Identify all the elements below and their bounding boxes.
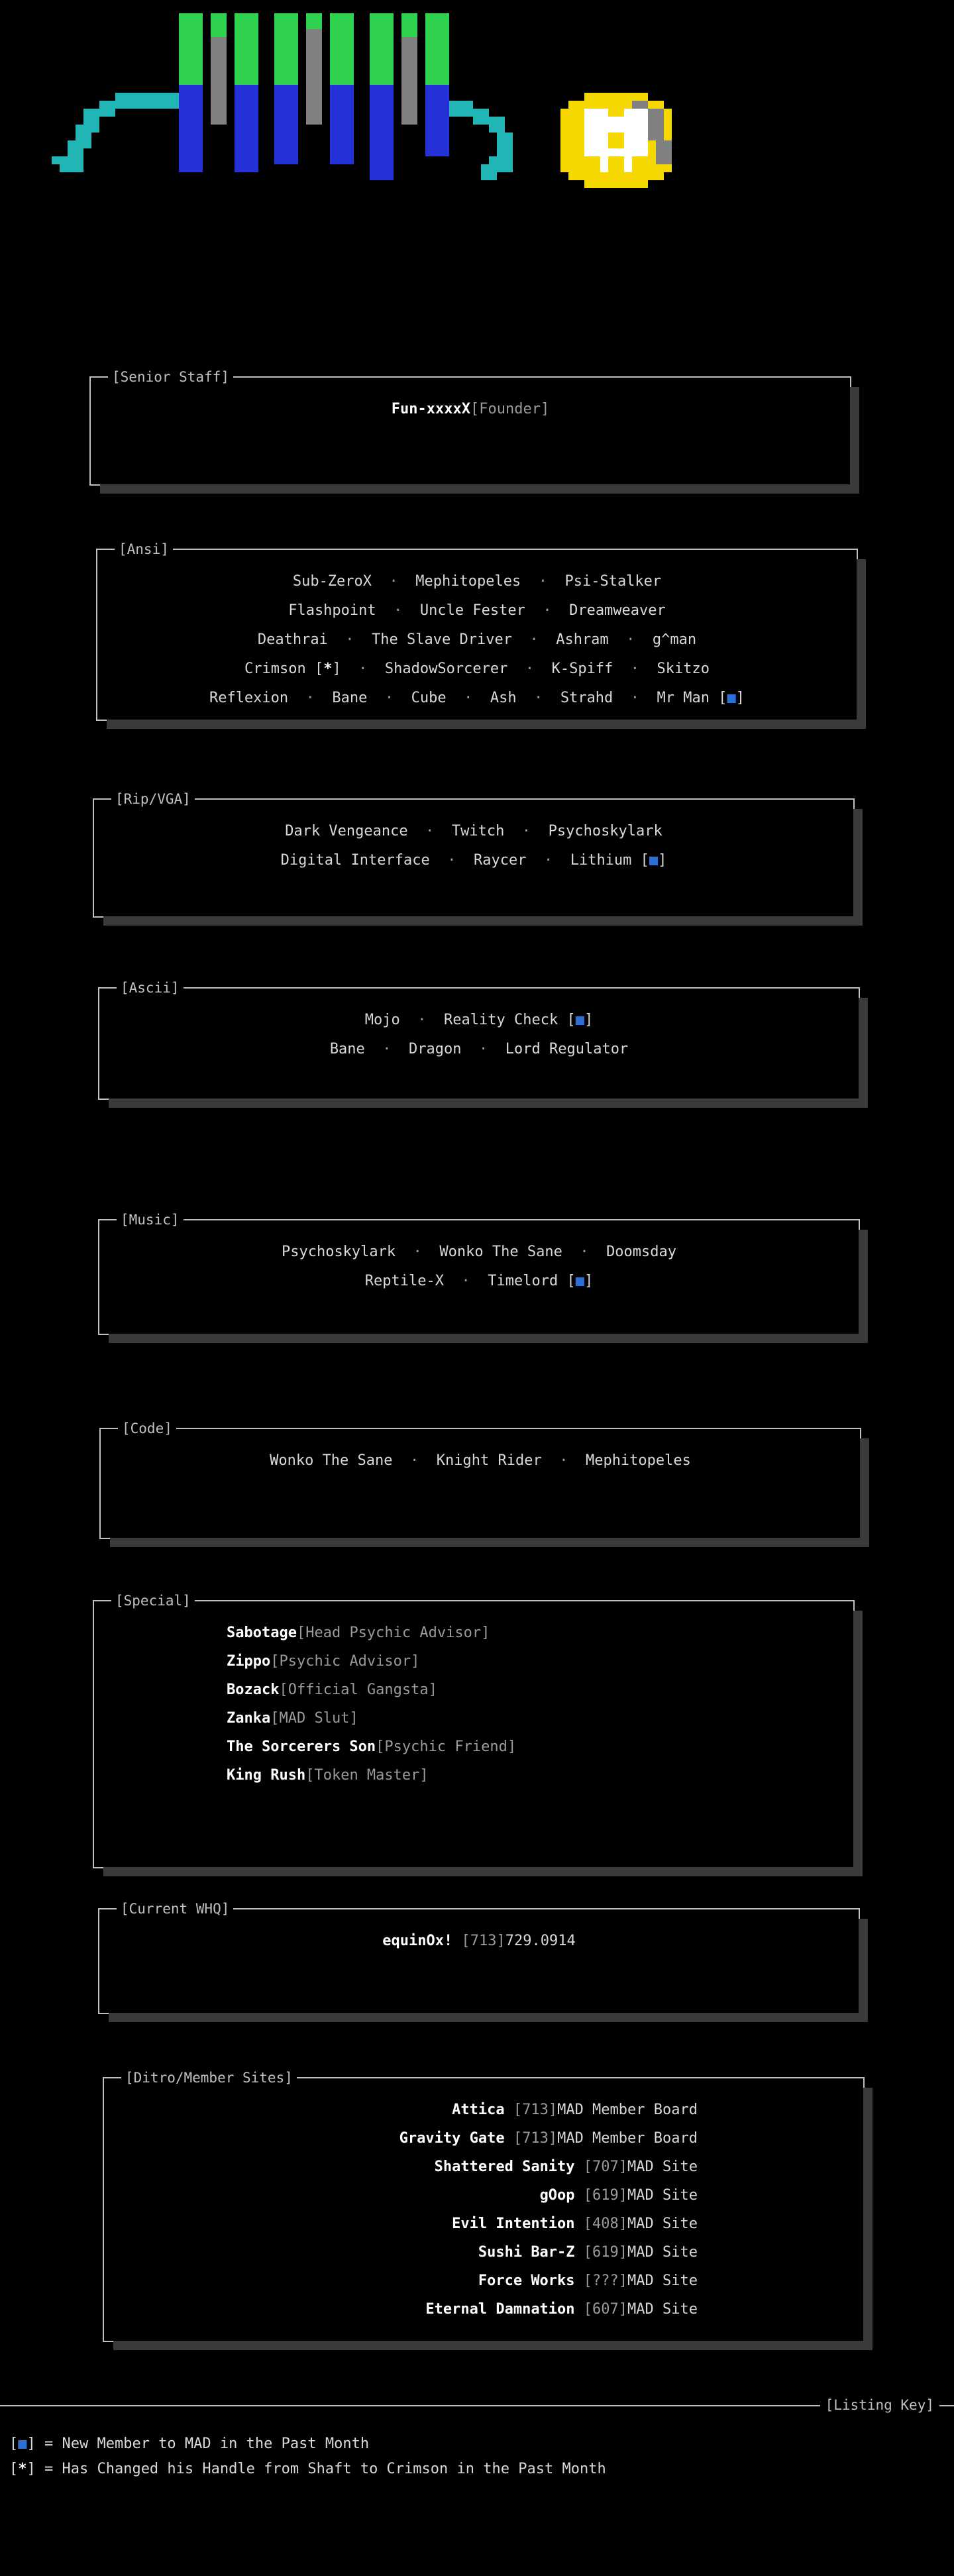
new-member-marker: [■] bbox=[566, 1012, 594, 1028]
entry-role: [408] bbox=[583, 2216, 628, 2232]
entry-line bbox=[227, 1676, 840, 1704]
entry-name: Reptile-X bbox=[364, 1273, 444, 1289]
entry-name: Reality Check bbox=[444, 1012, 558, 1028]
entry-name: Timelord bbox=[488, 1273, 558, 1289]
entry-name: Strahd bbox=[560, 690, 613, 706]
logo-block bbox=[68, 164, 83, 172]
logo-block bbox=[656, 140, 672, 164]
section-box-special bbox=[93, 1593, 855, 1868]
logo-block bbox=[584, 109, 608, 148]
separator-dot: · bbox=[367, 690, 411, 706]
logo-block bbox=[179, 148, 203, 172]
entry-line bbox=[117, 2181, 698, 2210]
entry-line bbox=[117, 2267, 698, 2295]
entry-name: MAD Site bbox=[627, 2244, 698, 2261]
entry-name: MAD Member Board bbox=[557, 2102, 698, 2118]
logo-block bbox=[235, 148, 258, 172]
logo-block bbox=[370, 85, 394, 148]
listing-key-row bbox=[9, 2459, 606, 2479]
logo-block bbox=[274, 13, 298, 85]
section-title-music: [Music] bbox=[117, 1212, 184, 1228]
box-shadow-right bbox=[860, 1438, 869, 1547]
entry-line bbox=[117, 2096, 698, 2124]
separator-dot: · bbox=[511, 631, 556, 648]
separator-dot: · bbox=[516, 690, 560, 706]
section-title-senior-staff: [Senior Staff] bbox=[108, 369, 233, 385]
entry-name: Psychoskylark bbox=[281, 1244, 396, 1260]
entry-name bbox=[575, 2187, 584, 2204]
entry-name bbox=[452, 1933, 461, 1949]
entry-role: [713] bbox=[461, 1933, 505, 1949]
entry-name: Flashpoint bbox=[288, 602, 376, 619]
separator-dot: · bbox=[288, 690, 333, 706]
section-title-current-whq: [Current WHQ] bbox=[117, 1901, 233, 1917]
logo-block bbox=[425, 85, 449, 148]
section-body-special bbox=[94, 1601, 853, 1801]
entry-name: Attica bbox=[452, 2102, 505, 2118]
entry-line bbox=[113, 1035, 845, 1064]
logo-block bbox=[235, 85, 258, 148]
entry-name: Dark Vengeance bbox=[285, 823, 408, 839]
box-shadow-bottom bbox=[113, 2341, 873, 2350]
entry-name: Lithium bbox=[570, 852, 632, 869]
separator-dot: · bbox=[364, 1041, 409, 1057]
separator-dot: · bbox=[376, 602, 420, 619]
entry-name: Ashram bbox=[556, 631, 609, 648]
logo-block bbox=[179, 13, 203, 85]
box-shadow-right bbox=[853, 809, 863, 926]
section-title-ansi: [Ansi] bbox=[115, 541, 173, 557]
separator-dot: · bbox=[327, 631, 372, 648]
section-title-member-sites: [Ditro/Member Sites] bbox=[121, 2070, 297, 2086]
entry-name: Digital Interface bbox=[280, 852, 430, 869]
entry-name: Zippo bbox=[227, 1653, 271, 1670]
logo-block bbox=[306, 29, 322, 85]
entry-name: Deathrai bbox=[257, 631, 328, 648]
logo-block bbox=[449, 101, 473, 117]
entry-role: [713] bbox=[513, 2102, 558, 2118]
box-shadow-bottom bbox=[103, 916, 863, 926]
section-body-rip-vga bbox=[94, 800, 853, 887]
section-box-ascii bbox=[98, 980, 860, 1100]
entry-name: Uncle Fester bbox=[419, 602, 525, 619]
entry-line bbox=[107, 846, 840, 875]
separator-dot: · bbox=[541, 1452, 586, 1469]
logo-block bbox=[624, 148, 632, 172]
logo-block bbox=[401, 85, 417, 125]
logo-block bbox=[584, 180, 648, 188]
logo-block bbox=[211, 13, 227, 37]
mad-logo-art bbox=[0, 0, 954, 371]
entry-line bbox=[111, 625, 843, 655]
entry-name: MAD Site bbox=[627, 2159, 698, 2175]
listing-key-text: = New Member to MAD in the Past Month bbox=[35, 2436, 370, 2452]
logo-block bbox=[425, 148, 449, 156]
entry-name: Reflexion bbox=[209, 690, 289, 706]
separator-dot: · bbox=[525, 602, 570, 619]
logo-block bbox=[370, 13, 394, 85]
entry-name: g^man bbox=[652, 631, 697, 648]
separator-dot: · bbox=[613, 661, 657, 677]
entry-name: Twitch bbox=[451, 823, 505, 839]
separator-dot: · bbox=[613, 690, 657, 706]
entry-role: [???] bbox=[583, 2273, 628, 2289]
separator-dot: · bbox=[372, 573, 416, 590]
entry-name: Ash bbox=[490, 690, 517, 706]
entry-role: [Official Gangsta] bbox=[279, 1682, 437, 1698]
entry-line bbox=[117, 2210, 698, 2238]
logo-block bbox=[274, 148, 298, 164]
entry-role: [Psychic Advisor] bbox=[270, 1653, 420, 1670]
entry-name: Evil Intention bbox=[452, 2216, 575, 2232]
entry-line bbox=[117, 2124, 698, 2153]
entry-name: MAD Site bbox=[627, 2216, 698, 2232]
entry-name: Lord Regulator bbox=[505, 1041, 629, 1057]
entry-name: equinOx! bbox=[382, 1933, 453, 1949]
box-shadow-bottom bbox=[100, 484, 859, 494]
section-box-rip-vga bbox=[93, 791, 855, 918]
entry-line bbox=[104, 395, 837, 424]
entry-name: Dragon bbox=[409, 1041, 462, 1057]
section-title-ascii: [Ascii] bbox=[117, 980, 184, 996]
new-member-marker: [■] bbox=[718, 690, 745, 706]
entry-name: Psi-Stalker bbox=[564, 573, 662, 590]
entry-role: [MAD Slut] bbox=[270, 1710, 358, 1727]
entry-name bbox=[575, 2159, 584, 2175]
logo-block bbox=[99, 101, 115, 117]
entry-line bbox=[111, 567, 843, 596]
section-body-ascii bbox=[99, 989, 859, 1076]
entry-name: Skitzo bbox=[657, 661, 710, 677]
entry-line bbox=[227, 1704, 840, 1733]
logo-block bbox=[330, 13, 354, 85]
handle-change-marker: [*] bbox=[9, 2461, 36, 2477]
entry-role: [619] bbox=[583, 2187, 628, 2204]
listing-key-text: = Has Changed his Handle from Shaft to Crimson in the Past Month bbox=[35, 2461, 606, 2477]
entry-line bbox=[114, 1446, 847, 1476]
separator-dot: · bbox=[562, 1244, 607, 1260]
section-body-ansi bbox=[97, 550, 857, 725]
entry-role: [619] bbox=[583, 2244, 628, 2261]
box-shadow-bottom bbox=[109, 1334, 868, 1343]
logo-block bbox=[330, 148, 354, 164]
entry-name: ShadowSorcerer bbox=[384, 661, 508, 677]
logo-block bbox=[235, 13, 258, 85]
listing-key-row bbox=[9, 2434, 369, 2454]
entry-role: [Head Psychic Advisor] bbox=[296, 1625, 490, 1641]
box-shadow-bottom bbox=[103, 1867, 863, 1876]
separator-dot: · bbox=[521, 573, 565, 590]
entry-name: Zanka bbox=[227, 1710, 271, 1727]
logo-block bbox=[330, 85, 354, 148]
entry-name: Psychoskylark bbox=[548, 823, 662, 839]
separator-dot: · bbox=[507, 661, 552, 677]
entry-name: Wonko The Sane bbox=[270, 1452, 393, 1469]
entry-name: Fun-xxxxX bbox=[391, 401, 470, 417]
entry-line bbox=[227, 1619, 840, 1647]
entry-line bbox=[111, 655, 843, 684]
section-box-music bbox=[98, 1212, 860, 1335]
entry-role: [707] bbox=[583, 2159, 628, 2175]
section-body-member-sites bbox=[104, 2078, 863, 2335]
entry-name: Mephitopeles bbox=[585, 1452, 691, 1469]
entry-name: Raycer bbox=[473, 852, 527, 869]
entry-name: Gravity Gate bbox=[399, 2130, 505, 2147]
logo-block bbox=[568, 101, 664, 109]
entry-name: MAD Site bbox=[627, 2273, 698, 2289]
entry-role: [Psychic Friend] bbox=[376, 1739, 517, 1755]
entry-name: Mephitopeles bbox=[415, 573, 521, 590]
box-shadow-right bbox=[850, 387, 859, 494]
logo-block bbox=[115, 93, 139, 109]
separator-dot: · bbox=[392, 1452, 437, 1469]
entry-name: Wonko The Sane bbox=[439, 1244, 562, 1260]
logo-block bbox=[139, 93, 163, 109]
box-shadow-right bbox=[859, 1919, 868, 2022]
entry-name: Mojo bbox=[364, 1012, 400, 1028]
entry-name: K-Spiff bbox=[551, 661, 613, 677]
entry-line bbox=[113, 1006, 845, 1035]
section-body-senior-staff bbox=[91, 378, 850, 436]
entry-name: The Slave Driver bbox=[372, 631, 512, 648]
logo-block bbox=[211, 85, 227, 125]
entry-line bbox=[117, 2238, 698, 2267]
listing-key-divider bbox=[0, 2405, 954, 2406]
entry-name: Sabotage bbox=[227, 1625, 297, 1641]
entry-name: Doomsday bbox=[606, 1244, 677, 1260]
separator-dot: · bbox=[461, 1041, 505, 1057]
entry-line bbox=[117, 2295, 698, 2324]
entry-name bbox=[575, 2273, 584, 2289]
logo-block bbox=[624, 109, 648, 148]
logo-block bbox=[274, 85, 298, 148]
entry-line bbox=[111, 684, 843, 713]
box-shadow-right bbox=[857, 559, 866, 729]
logo-block bbox=[425, 13, 449, 85]
entry-line bbox=[113, 1238, 845, 1267]
separator-dot: · bbox=[396, 1244, 440, 1260]
entry-name: Bozack bbox=[227, 1682, 280, 1698]
entry-role: [713] bbox=[513, 2130, 558, 2147]
logo-block bbox=[401, 37, 417, 85]
logo-block bbox=[306, 13, 322, 29]
logo-block bbox=[568, 172, 664, 180]
separator-dot: · bbox=[446, 690, 490, 706]
logo-block bbox=[473, 109, 489, 125]
entry-name bbox=[505, 2102, 513, 2118]
entry-line bbox=[227, 1761, 840, 1790]
logo-block bbox=[497, 133, 513, 148]
box-shadow-right bbox=[863, 2088, 873, 2350]
entry-name bbox=[575, 2216, 584, 2232]
logo-block bbox=[52, 156, 68, 164]
logo-block bbox=[648, 109, 664, 140]
separator-dot: · bbox=[429, 852, 474, 869]
logo-block bbox=[306, 85, 322, 125]
entry-name: Bane bbox=[332, 690, 368, 706]
handle-change-marker: [*] bbox=[314, 661, 341, 677]
entry-line bbox=[227, 1647, 840, 1676]
entry-name: Bane bbox=[329, 1041, 365, 1057]
entry-name: Knight Rider bbox=[436, 1452, 542, 1469]
entry-name: Eternal Damnation bbox=[425, 2301, 575, 2318]
new-member-marker: [■] bbox=[640, 852, 667, 869]
entry-name: Sushi Bar-Z bbox=[478, 2244, 575, 2261]
logo-block bbox=[370, 148, 394, 180]
entry-name: 729.0914 bbox=[505, 1933, 576, 1949]
entry-name: MAD Site bbox=[627, 2301, 698, 2318]
logo-block bbox=[584, 93, 648, 101]
entry-name: Crimson bbox=[244, 661, 306, 677]
logo-block bbox=[560, 156, 672, 172]
section-box-senior-staff bbox=[89, 369, 851, 486]
entry-name bbox=[575, 2244, 584, 2261]
box-shadow-right bbox=[859, 1230, 868, 1343]
logo-block bbox=[211, 37, 227, 85]
entry-name: Dreamweaver bbox=[569, 602, 666, 619]
section-body-current-whq bbox=[99, 1909, 859, 1968]
new-member-marker: [■] bbox=[566, 1273, 594, 1289]
section-box-ansi bbox=[96, 541, 858, 721]
separator-dot: · bbox=[407, 823, 452, 839]
logo-block bbox=[489, 117, 505, 133]
entry-line bbox=[227, 1733, 840, 1761]
section-title-code: [Code] bbox=[118, 1421, 176, 1436]
logo-block bbox=[600, 148, 608, 172]
entry-role: [607] bbox=[583, 2301, 628, 2318]
separator-dot: · bbox=[444, 1273, 488, 1289]
entry-name: Force Works bbox=[478, 2273, 575, 2289]
entry-name: MAD Member Board bbox=[557, 2130, 698, 2147]
entry-role: [Founder] bbox=[470, 401, 550, 417]
section-box-member-sites bbox=[103, 2070, 865, 2342]
logo-block bbox=[163, 93, 179, 109]
new-member-marker: [■] bbox=[9, 2436, 36, 2452]
section-title-special: [Special] bbox=[111, 1593, 195, 1609]
logo-block bbox=[608, 117, 624, 133]
logo-block bbox=[632, 101, 648, 109]
section-box-code bbox=[99, 1421, 861, 1539]
section-box-current-whq bbox=[98, 1901, 860, 2014]
entry-name: gOop bbox=[539, 2187, 575, 2204]
entry-line bbox=[113, 1267, 845, 1296]
logo-block bbox=[401, 13, 417, 37]
entry-line bbox=[107, 817, 840, 846]
section-title-rip-vga: [Rip/VGA] bbox=[111, 791, 195, 807]
separator-dot: · bbox=[341, 661, 385, 677]
box-shadow-bottom bbox=[109, 2013, 868, 2022]
entry-role: [Token Master] bbox=[305, 1767, 429, 1784]
section-body-music bbox=[99, 1220, 859, 1308]
separator-dot: · bbox=[526, 852, 570, 869]
box-shadow-bottom bbox=[109, 1099, 868, 1108]
section-body-code bbox=[101, 1429, 860, 1487]
entry-name: The Sorcerers Son bbox=[227, 1739, 376, 1755]
box-shadow-right bbox=[859, 998, 868, 1108]
entry-name bbox=[575, 2301, 584, 2318]
entry-name: Sub-ZeroX bbox=[292, 573, 372, 590]
entry-name: Cube bbox=[411, 690, 447, 706]
box-shadow-bottom bbox=[107, 720, 866, 729]
entry-name: Shattered Sanity bbox=[434, 2159, 575, 2175]
entry-name: King Rush bbox=[227, 1767, 306, 1784]
entry-line bbox=[117, 2153, 698, 2181]
separator-dot: · bbox=[608, 631, 653, 648]
box-shadow-bottom bbox=[110, 1538, 869, 1547]
entry-line bbox=[113, 1927, 845, 1956]
entry-name: MAD Site bbox=[627, 2187, 698, 2204]
separator-dot: · bbox=[504, 823, 549, 839]
entry-line bbox=[111, 596, 843, 625]
logo-block bbox=[481, 164, 497, 180]
logo-block bbox=[584, 148, 648, 156]
separator-dot: · bbox=[399, 1012, 445, 1028]
box-shadow-right bbox=[853, 1611, 863, 1876]
listing-key-title: [Listing Key] bbox=[820, 2397, 939, 2413]
entry-name: Mr Man bbox=[657, 690, 710, 706]
logo-block bbox=[179, 85, 203, 148]
entry-name bbox=[505, 2130, 513, 2147]
